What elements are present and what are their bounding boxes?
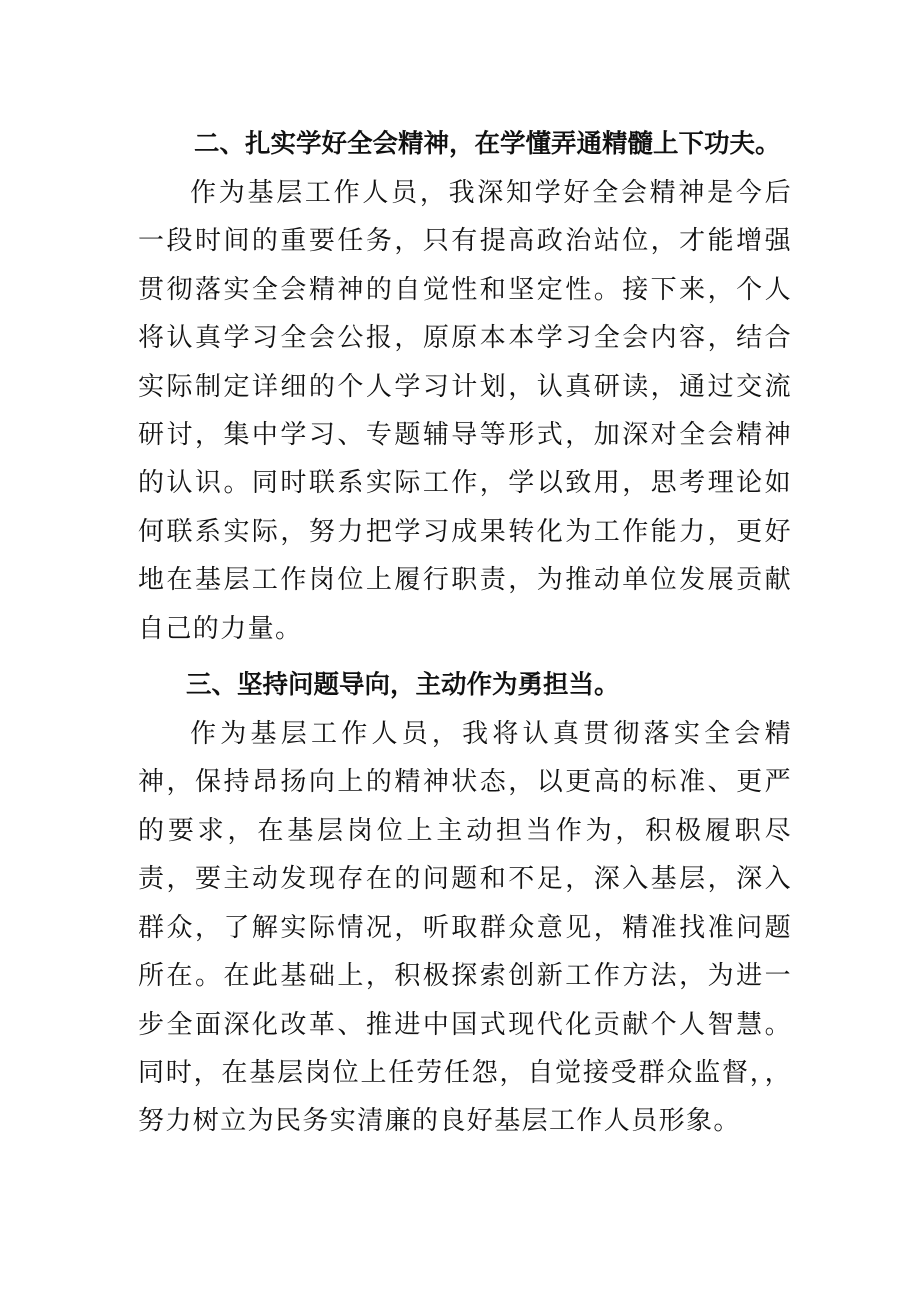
section-paragraph-2: 作为基层工作人员，我深知学好全会精神是今后一段时间的重要任务，只有提高政治站位，才能增强贯彻落实全会精神的自觉性和坚定性。接下来，个人将认真学习全会公报，原原本本学习全会内容，结合实际制定详细的个人学习计划，认真研读，通过交流研讨，集中学习、专题辅导等形式，加深对全会精神的认识。同时联系实际工作，学以致用，思考理论如何联系实际，努力把学习成果转化为工作能力，更好地在基层工作岗位上履行职责，为推动单位发展贡献自己的力量。	[138, 178, 792, 644]
section-heading-3: 三、坚持问题导向，主动作为勇担当。	[186, 670, 620, 701]
section-paragraph-3: 作为基层工作人员，我将认真贯彻落实全会精神，保持昂扬向上的精神状态，以更高的标准、更严的要求，在基层岗位上主动担当作为，积极履职尽责，要主动发现存在的问题和不足，深入基层，深入群众，了解实际情况，听取群众意见，精准找准问题所在。在此基础上，积极探索创新工作方法，为进一步全面深化改革、推进中国式现代化贡献个人智慧。同时，在基层岗位上任劳任怨，自觉接受群众监督，，努力树立为民务实清廉的良好基层工作人员形象。	[138, 719, 792, 1137]
section-heading-2: 二、扎实学好全会精神，在学懂弄通精髓上下功夫。	[194, 129, 781, 159]
document-body	[138, 124, 792, 1146]
